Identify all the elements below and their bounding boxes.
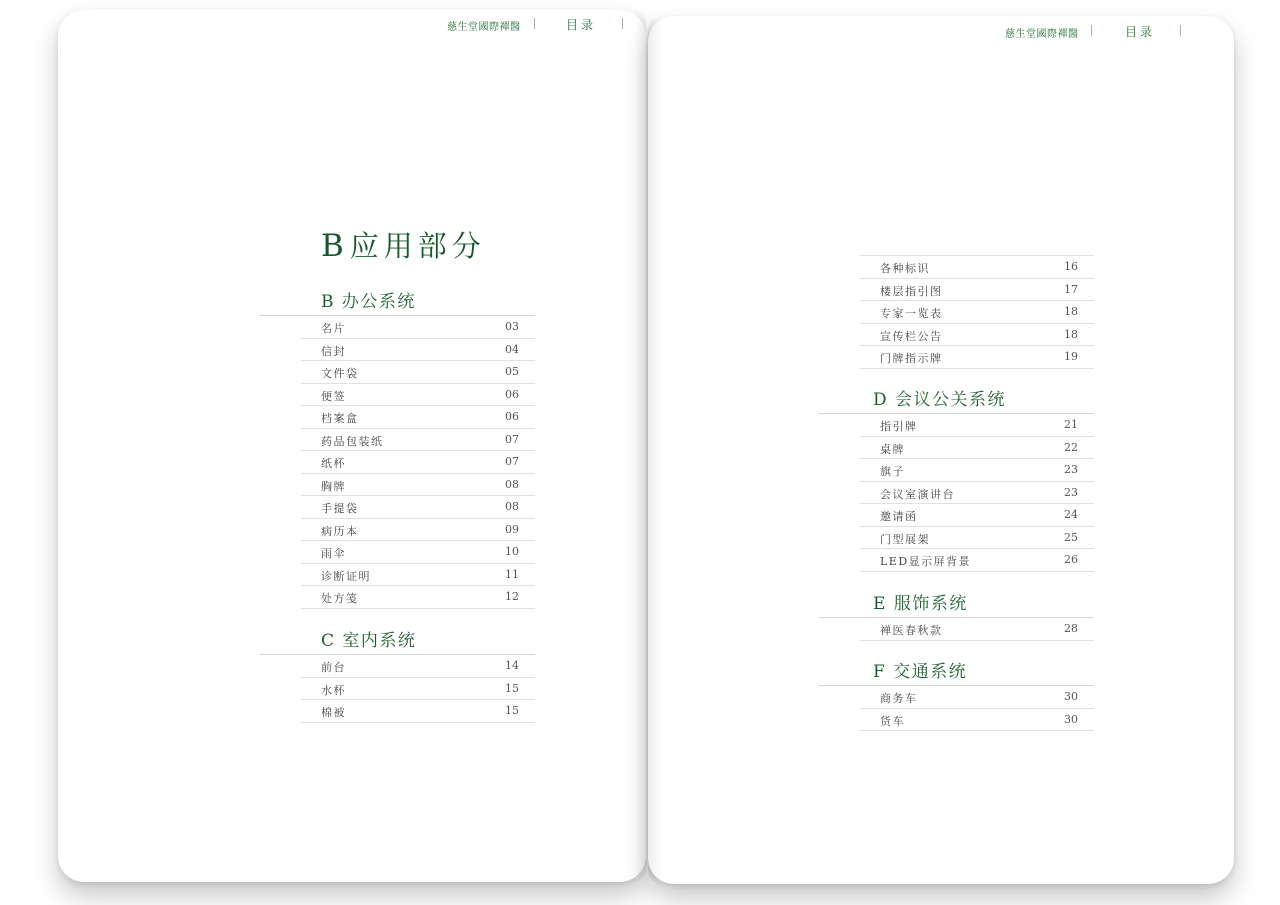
toc-row[interactable] bbox=[860, 324, 1094, 347]
header-divider bbox=[1091, 25, 1092, 36]
toc-row[interactable] bbox=[860, 256, 1094, 279]
toc-item-name: 门牌指示牌 bbox=[880, 352, 943, 365]
toc-row[interactable] bbox=[860, 709, 1094, 732]
header-divider bbox=[1180, 25, 1181, 36]
toc-row[interactable] bbox=[301, 586, 535, 609]
part-title bbox=[321, 224, 486, 265]
toc-item-name: 药品包装纸 bbox=[321, 434, 384, 448]
toc-item-name: 诊断证明 bbox=[321, 569, 371, 583]
toc-item-name: 纸杯 bbox=[321, 457, 346, 470]
toc-item-page: 18 bbox=[1064, 305, 1078, 318]
toc-item-page: 22 bbox=[1064, 440, 1078, 454]
toc-row[interactable] bbox=[301, 496, 535, 519]
toc-item-page: 04 bbox=[505, 342, 519, 356]
toc-item-name: 手提袋 bbox=[321, 502, 359, 515]
toc-row[interactable] bbox=[301, 361, 535, 384]
section-title: D 会议公关系统 bbox=[873, 390, 1007, 410]
toc-list bbox=[860, 686, 1094, 731]
toc-item-name: 禅医春秋款 bbox=[880, 624, 943, 637]
toc-item-name: 信封 bbox=[321, 344, 346, 358]
toc-section-c bbox=[260, 630, 535, 723]
part-letter: B bbox=[321, 228, 344, 264]
brand-logo: 慈生堂國際禪醫 bbox=[1005, 29, 1079, 40]
toc-item-page: 08 bbox=[505, 500, 519, 513]
toc-row[interactable] bbox=[860, 346, 1094, 369]
toc-section-f bbox=[819, 661, 1094, 731]
toc-item-name: 便签 bbox=[321, 389, 346, 403]
toc-item-name: 各种标识 bbox=[880, 262, 930, 275]
toc-item-name: 前台 bbox=[321, 661, 346, 674]
toc-item-page: 26 bbox=[1064, 553, 1078, 566]
toc-list bbox=[860, 414, 1094, 572]
toc-item-page: 12 bbox=[505, 590, 519, 603]
toc-item-page: 06 bbox=[505, 387, 519, 401]
toc-item-name: 货车 bbox=[880, 714, 905, 728]
toc-item-page: 06 bbox=[505, 410, 519, 423]
toc-item-page: 03 bbox=[505, 320, 519, 333]
toc-item-name: 文件袋 bbox=[321, 367, 359, 380]
toc-list bbox=[301, 316, 535, 609]
toc-item-page: 15 bbox=[505, 681, 519, 695]
toc-item-name: 专家一览表 bbox=[880, 307, 943, 320]
toc-item-name: 宣传栏公告 bbox=[880, 329, 943, 343]
toc-item-page: 18 bbox=[1064, 327, 1078, 341]
toc-item-name: 胸牌 bbox=[321, 479, 346, 493]
toc-row[interactable] bbox=[860, 279, 1094, 302]
toc-item-page: 11 bbox=[505, 567, 519, 581]
toc-item-page: 10 bbox=[505, 545, 519, 558]
toc-row[interactable] bbox=[860, 482, 1094, 505]
toc-item-name: LED显示屏背景 bbox=[880, 555, 972, 568]
toc-row[interactable] bbox=[860, 686, 1094, 709]
toc-item-page: 21 bbox=[1064, 418, 1078, 431]
toc-row[interactable] bbox=[301, 655, 535, 678]
toc-item-name: 邀请函 bbox=[880, 510, 918, 523]
section-title: B 办公系统 bbox=[321, 292, 416, 312]
toc-list bbox=[860, 618, 1094, 641]
toc-item-name: 门型展架 bbox=[880, 532, 930, 546]
toc-continued-list bbox=[860, 255, 1094, 369]
toc-item-name: 商务车 bbox=[880, 692, 918, 705]
toc-section-b bbox=[260, 291, 535, 609]
toc-item-page: 16 bbox=[1064, 260, 1078, 273]
toc-row[interactable] bbox=[301, 429, 535, 452]
header-divider bbox=[622, 18, 623, 29]
toc-item-name: 处方笺 bbox=[321, 592, 359, 605]
toc-row[interactable] bbox=[860, 459, 1094, 482]
toc-item-page: 14 bbox=[505, 659, 519, 672]
toc-row[interactable] bbox=[860, 301, 1094, 324]
toc-item-name: 水杯 bbox=[321, 683, 346, 697]
toc-item-page: 23 bbox=[1064, 485, 1078, 499]
toc-list bbox=[301, 655, 535, 723]
toc-row[interactable] bbox=[301, 451, 535, 474]
toc-item-name: 会议室演讲台 bbox=[880, 487, 955, 501]
toc-item-name: 桌牌 bbox=[880, 442, 905, 456]
toc-row[interactable] bbox=[860, 437, 1094, 460]
toc-label: 目录 bbox=[1125, 25, 1156, 39]
toc-row[interactable] bbox=[301, 384, 535, 407]
toc-item-page: 07 bbox=[505, 432, 519, 446]
toc-row[interactable] bbox=[301, 316, 535, 339]
toc-row[interactable] bbox=[301, 564, 535, 587]
toc-row[interactable] bbox=[860, 618, 1094, 641]
toc-item-page: 15 bbox=[505, 704, 519, 717]
toc-row[interactable] bbox=[860, 504, 1094, 527]
toc-row[interactable] bbox=[301, 339, 535, 362]
section-title: E 服饰系统 bbox=[873, 594, 968, 614]
toc-item-page: 19 bbox=[1064, 350, 1078, 363]
toc-label: 目录 bbox=[566, 18, 597, 32]
toc-item-name: 雨伞 bbox=[321, 547, 346, 560]
toc-item-page: 28 bbox=[1064, 622, 1078, 635]
brand-logo: 慈生堂國際禪醫 bbox=[447, 22, 521, 33]
section-title: F 交通系统 bbox=[873, 662, 968, 682]
toc-item-page: 17 bbox=[1064, 282, 1078, 296]
toc-item-page: 09 bbox=[505, 522, 519, 536]
part-title-text: 应用部分 bbox=[349, 229, 486, 263]
left-page bbox=[58, 10, 646, 882]
toc-row[interactable] bbox=[301, 519, 535, 542]
toc-row[interactable] bbox=[860, 414, 1094, 437]
toc-item-page: 07 bbox=[505, 455, 519, 468]
toc-item-name: 档案盒 bbox=[321, 412, 359, 425]
toc-section-e bbox=[819, 593, 1094, 641]
toc-item-name: 病历本 bbox=[321, 524, 359, 538]
toc-item-page: 08 bbox=[505, 477, 519, 491]
toc-item-name: 指引牌 bbox=[880, 420, 918, 433]
toc-item-name: 楼层指引图 bbox=[880, 284, 943, 298]
toc-row[interactable] bbox=[860, 527, 1094, 550]
toc-row[interactable] bbox=[301, 700, 535, 723]
toc-item-page: 30 bbox=[1064, 712, 1078, 726]
toc-item-name: 名片 bbox=[321, 322, 346, 335]
header-divider bbox=[534, 18, 535, 29]
toc-item-page: 23 bbox=[1064, 463, 1078, 476]
toc-row[interactable] bbox=[301, 541, 535, 564]
toc-item-name: 旗子 bbox=[880, 465, 905, 478]
toc-item-page: 05 bbox=[505, 365, 519, 378]
toc-item-name: 棉被 bbox=[321, 706, 346, 719]
toc-row[interactable] bbox=[301, 678, 535, 701]
toc-item-page: 25 bbox=[1064, 530, 1078, 544]
toc-item-page: 24 bbox=[1064, 508, 1078, 521]
toc-row[interactable] bbox=[860, 549, 1094, 572]
section-title: C 室内系统 bbox=[321, 631, 417, 651]
toc-row[interactable] bbox=[301, 406, 535, 429]
toc-row[interactable] bbox=[301, 474, 535, 497]
toc-item-page: 30 bbox=[1064, 690, 1078, 703]
right-page bbox=[648, 16, 1234, 884]
toc-section-d bbox=[819, 389, 1094, 572]
